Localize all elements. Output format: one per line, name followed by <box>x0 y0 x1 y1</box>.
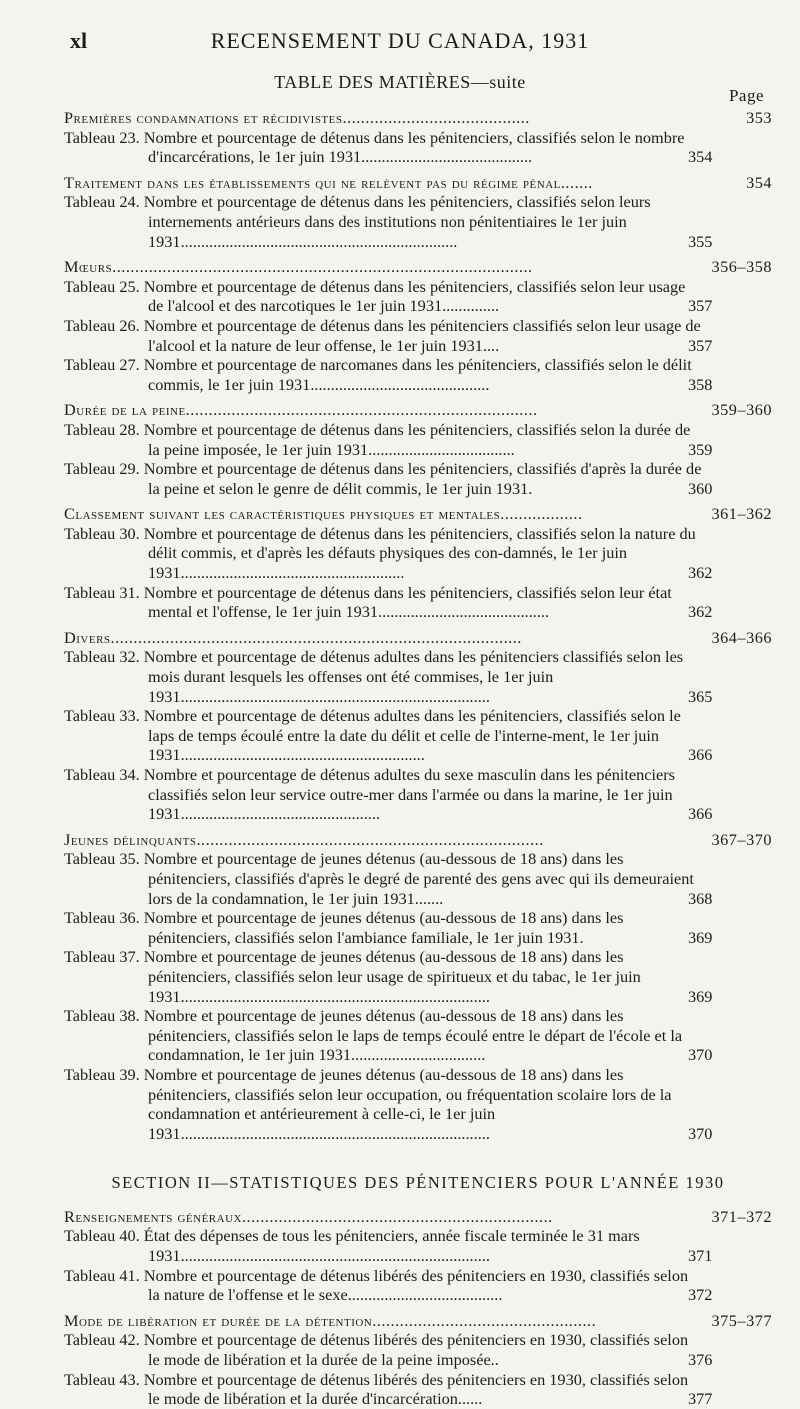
toc-table-entry: Tableau 41. Nombre et pourcentage de détenus libérés des pénitenciers en 1930, classifiés selon la nature de l'offense et le sexe...................................... 372 <box>64 1265 713 1305</box>
entry-text: Mode de libération et durée de la détention................................................. <box>64 1310 597 1330</box>
entry-text: Tableau 37. Nombre et pourcentage de jeunes détenus (au-dessous de 18 ans) dans les pénitenciers, classifiés selon leur usage de spiritueux et du tabac, le 1er juin 1931............................................................................ <box>64 947 641 1006</box>
entry-text: Mœurs............................................................................................ <box>64 257 533 277</box>
entry-text: Tableau 28. Nombre et pourcentage de détenus dans les pénitenciers, classifiés selon la durée de la peine imposée, le 1er juin 1931.................................... <box>64 419 691 459</box>
entry-text: Tableau 36. Nombre et pourcentage de jeunes détenus (au-dessous de 18 ans) dans les pénitenciers, classifiés selon l'ambiance familiale, le 1er juin 1931. <box>64 908 624 947</box>
toc-table-entry: Tableau 31. Nombre et pourcentage de détenus dans les pénitenciers, classifiés selon leur état mental et l'offense, le 1er juin 1931.......................................... 362 <box>64 582 713 622</box>
entry-page: 367–370 <box>711 829 772 849</box>
toc-table-entry: Tableau 28. Nombre et pourcentage de détenus dans les pénitenciers, classifiés selon la durée de la peine imposée, le 1er juin 1931.................................... 359 <box>64 419 713 459</box>
entry-text: Tableau 33. Nombre et pourcentage de détenus adultes dans les pénitenciers, classifiés selon le laps de temps écoulé entre la date du délit et celle de l'interne-ment, le 1er juin 1931............................................................ <box>64 706 681 765</box>
toc-table-entry: Tableau 25. Nombre et pourcentage de détenus dans les pénitenciers, classifiés selon leur usage de l'alcool et des narcotiques le 1er juin 1931.............. 357 <box>64 276 713 316</box>
entry-text: Tableau 41. Nombre et pourcentage de détenus libérés des pénitenciers en 1930, classifiés selon la nature de l'offense et le sexe...................................... <box>64 1265 689 1305</box>
entry-text: Tableau 31. Nombre et pourcentage de détenus dans les pénitenciers, classifiés selon leur état mental et l'offense, le 1er juin 1931.......................................... <box>64 582 672 622</box>
entry-page: 361–362 <box>711 504 772 524</box>
entry-text: Tableau 32. Nombre et pourcentage de détenus adultes dans les pénitenciers classifiés selon les mois durant lesquels les offenses ont été commises, le 1er juin 1931............................................................................ <box>64 647 684 706</box>
toc-table-entry: Tableau 30. Nombre et pourcentage de détenus dans les pénitenciers, classifiés selon la nature du délit commis, et d'après les défauts physiques des con-damnés, le 1er juin 1931....................................................... 362 <box>64 523 713 583</box>
entry-text: Premières condamnations et récidivistes......................................... <box>64 108 530 127</box>
toc-table-entry: Tableau 23. Nombre et pourcentage de détenus dans les pénitenciers, classifiés selon le nombre d'incarcérations, le 1er juin 1931.......................................... 354 <box>64 127 713 167</box>
toc-table-entry: Tableau 27. Nombre et pourcentage de narcomanes dans les pénitenciers, classifiés selon le délit commis, le 1er juin 1931............................................ 358 <box>64 355 713 394</box>
toc-list <box>64 108 772 1409</box>
entry-page: 364–366 <box>711 627 772 647</box>
entry-page: 353 <box>746 108 772 127</box>
toc-table-entry: Tableau 34. Nombre et pourcentage de détenus adultes du sexe masculin dans les pénitenciers classifiés selon leur service outre-mer dans l'armée ou dans la marine, le 1er juin 1931................................................. 366 <box>64 765 713 824</box>
entry-text: Tableau 34. Nombre et pourcentage de détenus adultes du sexe masculin dans les pénitenciers classifiés selon leur service outre-mer dans l'armée ou dans la marine, le 1er juin 1931................................................. <box>64 765 676 824</box>
toc-section-entry <box>64 504 772 524</box>
entry-text: Jeunes délinquants............................................................................ <box>64 829 544 849</box>
entry-text: Renseignements généraux.................................................................... <box>64 1206 553 1226</box>
toc-table-entry: Tableau 32. Nombre et pourcentage de détenus adultes dans les pénitenciers classifiés selon les mois durant lesquels les offenses ont été commises, le 1er juin 1931............................................................................ 365 <box>64 647 713 706</box>
entry-text: Durée de la peine............................................................................. <box>64 400 538 420</box>
entry-text: Tableau 23. Nombre et pourcentage de détenus dans les pénitenciers, classifiés selon le nombre d'incarcérations, le 1er juin 1931.......................................... <box>64 127 685 167</box>
entry-page: 354 <box>746 172 772 192</box>
page-header <box>0 28 800 68</box>
running-title: RECENSEMENT DU CANADA, 1931 <box>210 28 590 53</box>
toc-section-entry <box>64 400 772 420</box>
entry-text: Tableau 42. Nombre et pourcentage de détenus libérés des pénitenciers en 1930, classifiés selon le mode de libération et la durée de la peine imposée.. <box>64 1330 689 1370</box>
page-number: xl <box>70 28 88 53</box>
toc-table-entry: Tableau 38. Nombre et pourcentage de jeunes détenus (au-dessous de 18 ans) dans les pénitenciers, classifiés selon le laps de temps écoulé entre le départ de l'école et la condamnation, le 1er juin 1931................................. 370 <box>64 1006 713 1065</box>
entry-text: Tableau 35. Nombre et pourcentage de jeunes détenus (au-dessous de 18 ans) dans les pénitenciers, classifiés d'après le degré de parenté des gens avec qui ils demeuraient lors de la condamnation, le 1er juin 1931....... <box>64 849 694 908</box>
toc-table-entry: Tableau 37. Nombre et pourcentage de jeunes détenus (au-dessous de 18 ans) dans les pénitenciers, classifiés selon leur usage de spiritueux et du tabac, le 1er juin 1931............................................................................ 369 <box>64 947 713 1006</box>
entry-text: Tableau 25. Nombre et pourcentage de détenus dans les pénitenciers, classifiés selon leur usage de l'alcool et des narcotiques le 1er juin 1931.............. <box>64 276 686 316</box>
entry-text: Tableau 43. Nombre et pourcentage de détenus libérés des pénitenciers en 1930, classifiés selon le mode de libération et la durée d'incarcération...... <box>64 1369 689 1409</box>
page-column-label: Page <box>728 86 764 105</box>
toc-table-entry: Tableau 42. Nombre et pourcentage de détenus libérés des pénitenciers en 1930, classifiés selon le mode de libération et la durée de la peine imposée.. 376 <box>64 1330 713 1370</box>
toc-section-entry <box>64 628 772 648</box>
toc-section-entry <box>64 108 772 128</box>
entry-text: Tableau 24. Nombre et pourcentage de détenus dans les pénitenciers, classifiés selon leurs internements antérieurs dans des institutions non pénitentiaires le 1er juin 1931.................................................................... <box>64 192 651 251</box>
entry-text: Tableau 39. Nombre et pourcentage de jeunes détenus (au-dessous de 18 ans) dans les pénitenciers, classifiés selon leur occupation, ou fréquentation scolaire lors de la condamnation et antérieurement à celle-ci, le 1er juin 1931............................................................................ <box>64 1064 672 1143</box>
entry-text: Tableau 38. Nombre et pourcentage de jeunes détenus (au-dessous de 18 ans) dans les pénitenciers, classifiés selon le laps de temps écoulé entre le départ de l'école et la condamnation, le 1er juin 1931................................. <box>64 1006 683 1065</box>
toc-table-entry: Tableau 36. Nombre et pourcentage de jeunes détenus (au-dessous de 18 ans) dans les pénitenciers, classifiés selon l'ambiance familiale, le 1er juin 1931. 369 <box>64 908 713 947</box>
entry-text: Tableau 26. Nombre et pourcentage de détenus dans les pénitenciers classifiés selon leur usage de l'alcool et la nature de leur offense, le 1er juin 1931.... <box>64 315 701 355</box>
entry-page: 356–358 <box>711 257 772 277</box>
toc-table-entry: Tableau 40. État des dépenses de tous les pénitenciers, année fiscale terminée le 31 mars 1931............................................................................ 371 <box>64 1226 713 1266</box>
toc-part-2 <box>64 1207 772 1409</box>
entry-text: Traitement dans les établissements qui ne relèvent pas du régime pénal....... <box>64 172 593 192</box>
toc-table-entry: Tableau 35. Nombre et pourcentage de jeunes détenus (au-dessous de 18 ans) dans les pénitenciers, classifiés d'après le degré de parenté des gens avec qui ils demeuraient lors de la condamnation, le 1er juin 1931....... 368 <box>64 849 713 908</box>
entry-text: Divers.......................................................................................... <box>64 627 522 647</box>
section-ii-title: SECTION II—STATISTIQUES DES PÉNITENCIERS POUR L'ANNÉE 1930 <box>111 1173 725 1193</box>
toc-table-entry: Tableau 33. Nombre et pourcentage de détenus adultes dans les pénitenciers, classifiés selon le laps de temps écoulé entre la date du délit et celle de l'interne-ment, le 1er juin 1931............................................................ 366 <box>64 706 713 765</box>
toc-table-entry: Tableau 24. Nombre et pourcentage de détenus dans les pénitenciers, classifiés selon leurs internements antérieurs dans des institutions non pénitentiaires le 1er juin 1931.................................................................... 355 <box>64 192 713 251</box>
entry-page: 375–377 <box>711 1310 772 1330</box>
entry-text: Tableau 27. Nombre et pourcentage de narcomanes dans les pénitenciers, classifiés selon le délit commis, le 1er juin 1931............................................ <box>64 355 692 394</box>
toc-part-1 <box>64 108 772 1143</box>
entry-text: Classement suivant les caractéristiques physiques et mentales.................. <box>64 504 583 524</box>
toc-section-entry <box>64 1207 772 1227</box>
entry-text: Tableau 29. Nombre et pourcentage de détenus dans les pénitenciers, classifiés d'après la durée de la peine et selon le genre de délit commis, le 1er juin 1931. <box>64 459 702 498</box>
toc-title: TABLE DES MATIÈRES—suite <box>274 72 526 92</box>
toc-section-entry <box>64 830 772 850</box>
toc-table-entry: Tableau 26. Nombre et pourcentage de détenus dans les pénitenciers classifiés selon leur usage de l'alcool et la nature de leur offense, le 1er juin 1931.... 357 <box>64 315 713 355</box>
toc-section-entry <box>64 1311 772 1331</box>
entry-page: 371–372 <box>711 1206 772 1226</box>
entry-page: 359–360 <box>711 400 772 420</box>
toc-table-entry: Tableau 43. Nombre et pourcentage de détenus libérés des pénitenciers en 1930, classifiés selon le mode de libération et la durée d'incarcération...... 377 <box>64 1369 713 1409</box>
entry-text: Tableau 40. État des dépenses de tous les pénitenciers, année fiscale terminée le 31 mars 1931............................................................................ <box>64 1226 640 1266</box>
toc-section-entry <box>64 257 772 277</box>
toc-table-entry: Tableau 39. Nombre et pourcentage de jeunes détenus (au-dessous de 18 ans) dans les pénitenciers, classifiés selon leur occupation, ou fréquentation scolaire lors de la condamnation et antérieurement à celle-ci, le 1er juin 1931............................................................................ 370 <box>64 1064 713 1143</box>
entry-text: Tableau 30. Nombre et pourcentage de détenus dans les pénitenciers, classifiés selon la nature du délit commis, et d'après les défauts physiques des con-damnés, le 1er juin 1931....................................................... <box>64 523 696 583</box>
toc-table-entry: Tableau 29. Nombre et pourcentage de détenus dans les pénitenciers, classifiés d'après la durée de la peine et selon le genre de délit commis, le 1er juin 1931. 360 <box>64 459 713 498</box>
toc-section-entry <box>64 173 772 193</box>
